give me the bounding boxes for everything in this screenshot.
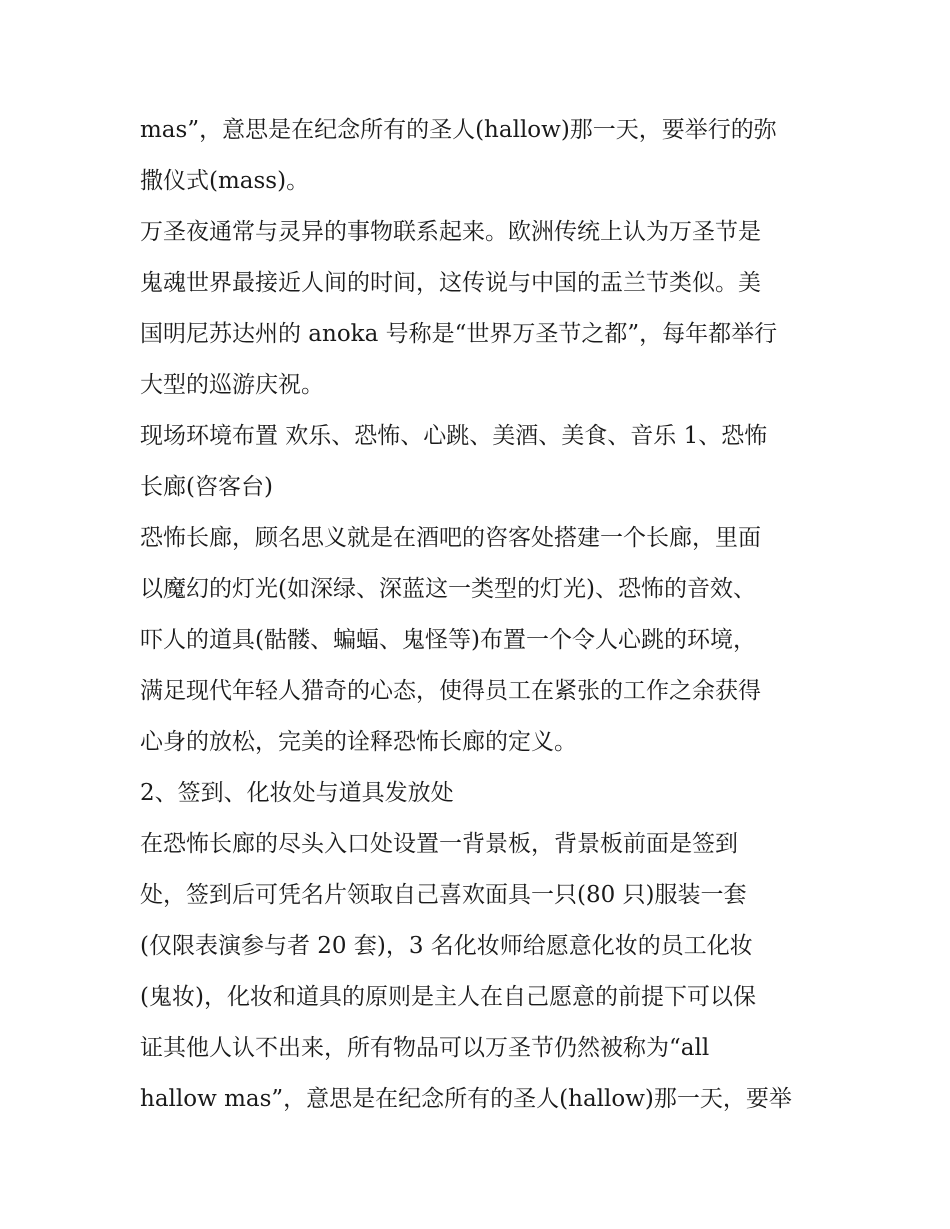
text-line: 现场环境布置 欢乐、恐怖、心跳、美酒、美食、音乐 1、恐怖 xyxy=(140,423,768,449)
text-line: 吓人的道具(骷髅、蝙蝠、鬼怪等)布置一个令人心跳的环境， xyxy=(140,627,756,653)
text-line: 心身的放松，完美的诠释恐怖长廊的定义。 xyxy=(140,729,577,755)
text-line: 满足现代年轻人猎奇的心态，使得员工在紧张的工作之余获得 xyxy=(140,678,761,704)
text-line: 在恐怖长廊的尽头入口处设置一背景板，背景板前面是签到 xyxy=(140,831,738,857)
text-line: (鬼妆)，化妆和道具的原则是主人在自己愿意的前提下可以保 xyxy=(140,984,756,1010)
text-line: 以魔幻的灯光(如深绿、深蓝这一类型的灯光)、恐怖的音效、 xyxy=(140,576,756,602)
text-line: 万圣夜通常与灵异的事物联系起来。欧洲传统上认为万圣节是 xyxy=(140,219,761,245)
text-line: 撒仪式(mass)。 xyxy=(140,168,310,194)
text-line: 2、签到、化妆处与道具发放处 xyxy=(140,780,454,806)
text-line: 大型的巡游庆祝。 xyxy=(140,372,324,398)
text-line: 鬼魂世界最接近人间的时间，这传说与中国的盂兰节类似。美 xyxy=(140,270,761,296)
document-body xyxy=(140,105,820,1125)
text-line: 证其他人认不出来，所有物品可以万圣节仍然被称为“all xyxy=(140,1035,710,1061)
text-line: mas”，意思是在纪念所有的圣人(hallow)那一天，要举行的弥 xyxy=(140,117,777,143)
text-line: 国明尼苏达州的 anoka 号称是“世界万圣节之都”，每年都举行 xyxy=(140,321,778,347)
text-line: (仅限表演参与者 20 套)，3 名化妆师给愿意化妆的员工化妆 xyxy=(140,933,753,959)
text-line: 长廊(咨客台) xyxy=(140,474,273,500)
text-line: 恐怖长廊，顾名思义就是在酒吧的咨客处搭建一个长廊，里面 xyxy=(140,525,761,551)
text-line: hallow mas”，意思是在纪念所有的圣人(hallow)那一天，要举 xyxy=(140,1086,792,1112)
text-line: 处，签到后可凭名片领取自己喜欢面具一只(80 只)服装一套 xyxy=(140,882,747,908)
